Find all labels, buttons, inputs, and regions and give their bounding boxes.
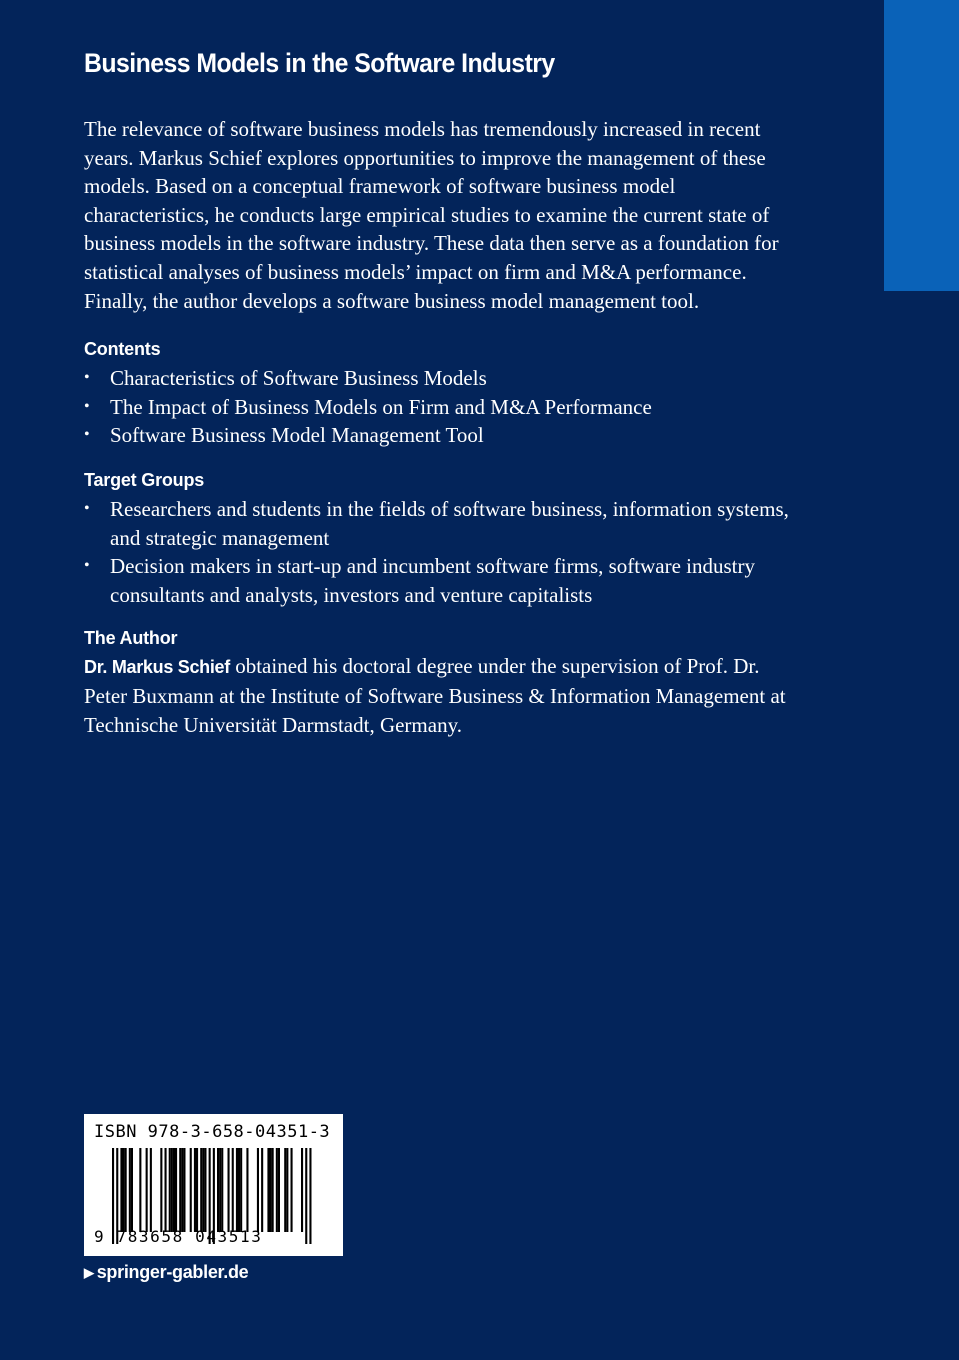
barcode-bar: [228, 1148, 230, 1232]
barcode-bar: [171, 1148, 173, 1232]
isbn-number: ISBN 978-3-658-04351-3: [94, 1122, 331, 1142]
barcode-bar: [284, 1148, 286, 1232]
barcode-bar: [165, 1148, 167, 1232]
arrow-right-icon: ▶: [84, 1265, 94, 1280]
barcode-bar: [291, 1148, 293, 1232]
target-groups-heading: Target Groups: [84, 469, 205, 490]
list-item: • Characteristics of Software Business Models: [84, 364, 804, 393]
barcode-bar: [272, 1148, 274, 1232]
author-name: Dr. Markus Schief: [84, 657, 230, 678]
blue-accent-tab: [884, 0, 959, 291]
barcode-bar: [204, 1148, 206, 1232]
barcode-bar: [286, 1148, 288, 1232]
contents-list: [84, 364, 804, 450]
barcode-bar: [131, 1148, 133, 1232]
list-item: • Researchers and students in the fields of software business, information systems, and strategic management: [84, 495, 804, 552]
list-item: • The Impact of Business Models on Firm and M&A Performance: [84, 393, 804, 422]
barcode-bar: [120, 1148, 122, 1232]
barcode-bar: [232, 1148, 234, 1232]
barcode-bar: [179, 1148, 181, 1232]
barcode-bar: [267, 1148, 269, 1232]
barcode-bar: [236, 1148, 238, 1232]
publisher-website[interactable]: [84, 1262, 248, 1283]
barcode-bar: [129, 1148, 131, 1232]
book-title: Business Models in the Software Industry: [84, 48, 555, 78]
barcode-bar: [175, 1148, 177, 1232]
barcode-bar: [309, 1148, 311, 1244]
barcode-bar: [257, 1148, 259, 1232]
barcode-bar: [240, 1148, 242, 1232]
website-url: springer-gabler.de: [96, 1262, 249, 1282]
barcode-bar: [169, 1148, 171, 1232]
barcode-bar: [181, 1148, 183, 1232]
barcode-bar: [270, 1148, 272, 1232]
barcode-bar: [221, 1148, 223, 1232]
barcode-bar: [217, 1148, 219, 1232]
barcode-bar: [278, 1148, 280, 1232]
list-item: • Software Business Model Management Tool: [84, 421, 804, 450]
barcode-bar: [196, 1148, 198, 1232]
barcode-bar: [238, 1148, 240, 1232]
barcode-bar: [146, 1148, 148, 1232]
author-bio: [84, 652, 804, 739]
contents-heading: Contents: [84, 339, 161, 360]
barcode-bar: [173, 1148, 175, 1232]
barcode-bar: [276, 1148, 278, 1232]
author-heading: The Author: [84, 628, 178, 649]
barcode-bar: [160, 1148, 162, 1232]
isbn-barcode: [84, 1114, 343, 1256]
barcode-bar: [305, 1148, 307, 1244]
barcode-bar: [139, 1148, 141, 1232]
barcode-bar: [200, 1148, 202, 1232]
author-bio-text: obtained his doctoral degree under the supervision of Prof. Dr. Peter Buxmann at the Institute of Software Business & Information Management at Technische Universität Darmstadt, Germany.: [84, 654, 786, 737]
barcode-bar: [219, 1148, 221, 1232]
barcode-bar: [190, 1148, 192, 1232]
barcode-bar: [261, 1148, 263, 1232]
barcode-digits: 9 783658 043513: [94, 1227, 263, 1246]
barcode-bar: [246, 1148, 248, 1232]
barcode-bar: [150, 1148, 152, 1232]
back-cover-content: [84, 44, 804, 739]
barcode-bar: [301, 1148, 303, 1232]
target-groups-list: [84, 495, 804, 609]
barcode-bar: [194, 1148, 196, 1232]
barcode-bar: [183, 1148, 185, 1232]
list-item: • Decision makers in start-up and incumbent software firms, software industry consultants and analysts, investors and venture capitalists: [84, 552, 804, 609]
book-summary: The relevance of software business models has tremendously increased in recent years. Markus Schief explores opportunities to improve the management of these models. Based on a conceptual framework of software business model characteristics, he conducts large empirical studies to examine the current state of business models in the software industry. These data then serve as a foundation for statistical analyses of business models’ impact on firm and M&A performance. Finally, the author develops a software business model management tool.: [84, 117, 779, 313]
barcode-bar: [202, 1148, 204, 1232]
barcode-bar: [125, 1148, 127, 1232]
barcode-bar: [123, 1148, 125, 1232]
